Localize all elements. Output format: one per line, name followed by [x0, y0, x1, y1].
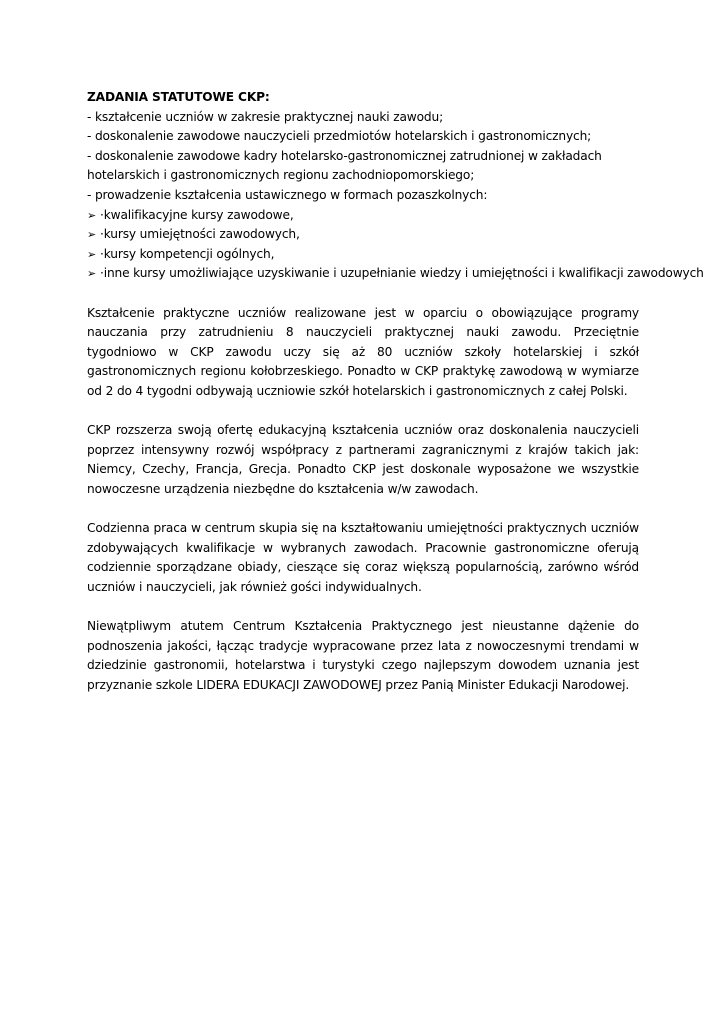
- document-body: [87, 88, 704, 695]
- task-item: - doskonalenie zawodowe kadry hotelarsko-gastronomicznej zatrudnionej w zakładach hotelarskich i gastronomicznych regionu zachodniopomorskiego;: [87, 148, 602, 183]
- course-item: [87, 206, 639, 226]
- task-item: - kształcenie uczniów w zakresie praktycznej nauki zawodu;: [87, 109, 444, 124]
- section-heading: ZADANIA STATUTOWE CKP:: [87, 90, 270, 104]
- arrow-bullet-icon: ➢: [87, 228, 97, 242]
- course-item: [87, 245, 639, 265]
- paragraph-cooperation: CKP rozszerza swoją ofertę edukacyjną kształcenia uczniów oraz doskonalenia nauczycieli poprzez intensywny rozwój współpracy z partnerami zagranicznymi z krajów takich jak: Niemcy, Czechy, Francja, Grecja. Ponadto CKP jest doskonale wyposażone we wszystkie nowoczesne urządzenia niezbędne do kształcenia w/w zawodach.: [87, 423, 639, 496]
- arrow-bullet-icon: ➢: [87, 247, 97, 261]
- paragraph-daily-work: Codzienna praca w centrum skupia się na kształtowaniu umiejętności praktycznych uczniów zdobywających kwalifikacje w wybranych zawodach. Pracownie gastronomiczne oferują codziennie sporządzane obiady, cieszące się coraz większą popularnością, zarówno wśród uczniów i nauczycieli, jak również gości indywidualnych.: [87, 521, 639, 594]
- course-item-text: ·kwalifikacyjne kursy zawodowe,: [100, 207, 294, 222]
- course-list: [87, 206, 704, 284]
- paragraph-quality: Niewątpliwym atutem Centrum Kształcenia Praktycznego jest nieustanne dążenie do podnoszenia jakości, łącząc tradycje wypracowane przez lata z nowoczesnymi trendami w dziedzinie gastronomii, hotelarstwa i turystyki czego najlepszym dowodem uznania jest przyznanie szkole LIDERA EDUKACJI ZAWODOWEJ przez Panią Minister Edukacji Narodowej.: [87, 619, 639, 692]
- course-item: [87, 225, 639, 245]
- course-item: [87, 264, 704, 284]
- arrow-bullet-icon: ➢: [87, 267, 97, 281]
- course-item-text: ·kursy umiejętności zawodowych,: [100, 227, 300, 242]
- course-item-text: ·inne kursy umożliwiające uzyskiwanie i uzupełnianie wiedzy i umiejętności i kwalifikacji zawodowych: [100, 266, 704, 281]
- arrow-bullet-icon: ➢: [87, 208, 97, 222]
- paragraph-practical-training: Kształcenie praktyczne uczniów realizowane jest w oparciu o obowiązujące programy nauczania przy zatrudnieniu 8 nauczycieli praktycznej nauki zawodu. Przeciętnie tygodniowo w CKP zawodu uczy się aż 80 uczniów szkoły hotelarskiej i szkół gastronomicznych regionu kołobrzeskiego. Ponadto w CKP praktykę zawodową w wymiarze od 2 do 4 tygodni odbywają uczniowie szkół hotelarskich i gastronomicznych z całej Polski.: [87, 305, 639, 398]
- task-item: - prowadzenie kształcenia ustawicznego w formach pozaszkolnych:: [87, 187, 488, 202]
- course-item-text: ·kursy kompetencji ogólnych,: [100, 246, 275, 261]
- statutory-tasks-list: [87, 108, 639, 206]
- task-item: - doskonalenie zawodowe nauczycieli przedmiotów hotelarskich i gastronomicznych;: [87, 129, 592, 144]
